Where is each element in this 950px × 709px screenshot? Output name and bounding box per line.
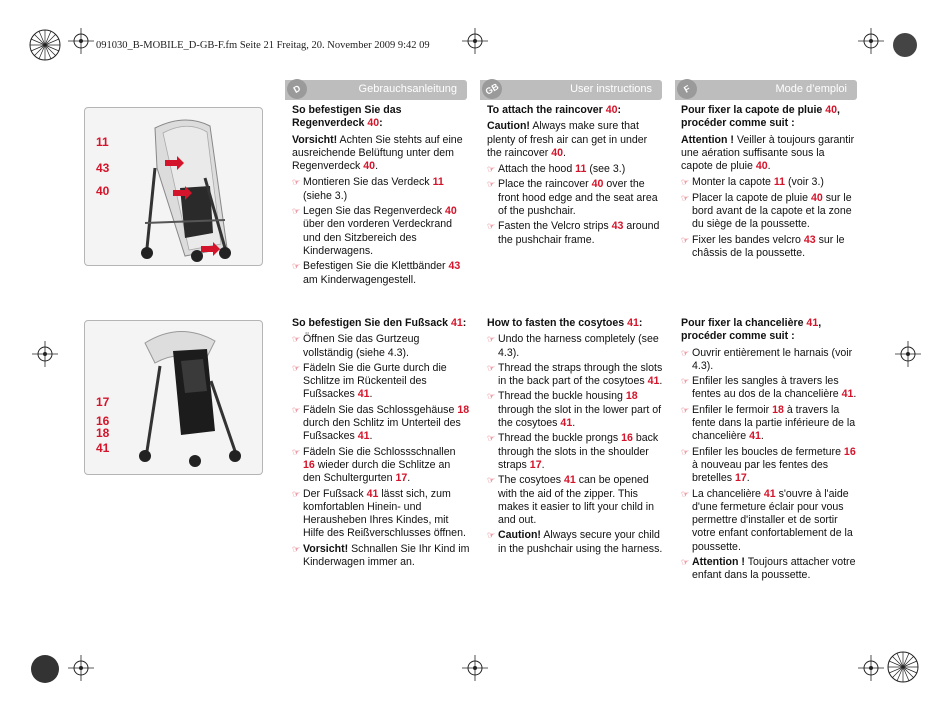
registration-mark-top-left [28, 28, 62, 62]
tab-title-fr: Mode d’emploi [775, 83, 847, 95]
de-step: ☞ Befestigen Sie die Klettbänder 43 am Kinderwagengestell. [292, 260, 468, 287]
file-slug: 091030_B-MOBILE_D-GB-F.fm Seite 21 Freitag, 20. November 2009 9:42 09 [96, 40, 430, 51]
lang-badge-de: D [283, 75, 310, 102]
gb-step: ☞ Undo the harness completely (see 4.3). [487, 333, 663, 360]
fr-step: ☞ Placer la capote de pluie 40 sur le bord avant de la capote et la zone du siège de la poussette. [681, 192, 857, 232]
gb-heading-cosytoes: How to fasten the cosytoes 41: [487, 317, 643, 329]
callout-11: 11 [96, 135, 109, 149]
fr-step: ☞ Attention ! Toujours attacher votre enfant dans la poussette. [681, 556, 857, 583]
crosshair-mid-right [895, 341, 921, 367]
crosshair-top-right [858, 28, 884, 54]
lang-badge-gb: GB [478, 75, 505, 102]
tab-title-gb: User instructions [570, 83, 652, 95]
crosshair-mid-left [32, 341, 58, 367]
figure-cosytoes [84, 320, 263, 475]
stroller-cosytoes-illustration [85, 321, 262, 474]
de-warning-raincover: Vorsicht! Achten Sie stehts auf eine ausreichende Belüftung unter dem Regenverdeck 40. [292, 133, 463, 173]
de-step: ☞ Fädeln Sie die Schlossschnallen 16 wieder durch die Schlitze an den Schultergurten 17. [292, 446, 470, 486]
callout-40: 40 [96, 184, 110, 198]
gb-warning-raincover: Caution! Always make sure that plenty of fresh air can get in under the raincover 40. [487, 120, 648, 159]
gb-step: ☞ Place the raincover 40 over the front hood edge and the seat area of the pushchair. [487, 178, 663, 218]
callout-41: 41 [96, 441, 110, 455]
callout-18: 18 [96, 426, 110, 440]
fr-step: ☞ Enfiler le fermoir 18 à travers la fente dans la partie inférieure de la chancelière 41. [681, 404, 857, 444]
de-section-cosytoes [292, 317, 470, 571]
figure-raincover [84, 107, 263, 266]
callout-17: 17 [96, 395, 110, 409]
gb-heading-raincover: To attach the raincover 40: [487, 104, 622, 116]
fr-section-raincover [681, 104, 857, 262]
tab-fr [675, 80, 857, 100]
de-step: ☞ Öffnen Sie das Gurtzeug vollständig (siehe 4.3). [292, 333, 470, 360]
de-step: ☞ Vorsicht! Schnallen Sie Ihr Kind im Kinderwagen immer an. [292, 543, 470, 570]
de-heading-raincover: So befestigen Sie das Regenverdeck 40: [292, 104, 402, 130]
tab-title-de: Gebrauchsanleitung [358, 83, 457, 95]
gb-step: ☞ Thread the buckle housing 18 through the slot in the lower part of the cosytoes 41. [487, 390, 663, 430]
de-step: ☞ Legen Sie das Regenverdeck 40 über den vorderen Verdeckrand und den Sitzbereich des Kinderwagens. [292, 205, 468, 258]
gb-step: ☞ Caution! Always secure your child in the pushchair using the harness. [487, 529, 663, 556]
de-section-raincover [292, 104, 468, 289]
crosshair-top-center [462, 28, 488, 54]
gb-step: ☞ Thread the straps through the slots in the back part of the cosytoes 41. [487, 362, 663, 389]
gb-step: ☞ Fasten the Velcro strips 43 around the pushchair frame. [487, 220, 663, 247]
gb-step: ☞ Thread the buckle prongs 16 back through the slots in the shoulder straps 17. [487, 432, 663, 472]
fr-warning-raincover: Attention ! Veiller à toujours garantir une aération suffisante sous la capote de pluie 40. [681, 133, 855, 173]
registration-mark-top-right [890, 30, 920, 60]
registration-mark-bottom-right [886, 650, 920, 684]
fr-section-cosytoes [681, 317, 857, 585]
fr-heading-cosytoes: Pour fixer la chancelière 41, procéder comme suit : [681, 317, 822, 343]
gb-step: ☞ The cosytoes 41 can be opened with the aid of the zipper. This makes it easier to lift your child in and out. [487, 474, 663, 527]
fr-heading-raincover: Pour fixer la capote de pluie 40, procéder comme suit : [681, 104, 840, 130]
fr-step: ☞ Enfiler les boucles de fermeture 16 à nouveau par les fentes des bretelles 17. [681, 446, 857, 486]
fr-step: ☞ Fixer les bandes velcro 43 sur le châssis de la poussette. [681, 234, 857, 261]
de-step: ☞ Fädeln Sie die Gurte durch die Schlitze im Rückenteil des Fußsackes 41. [292, 362, 470, 402]
stroller-raincover-illustration [85, 108, 262, 265]
registration-mark-bottom-left [28, 652, 62, 686]
crosshair-bottom-left [68, 655, 94, 681]
gb-section-cosytoes [487, 317, 663, 558]
crosshair-top-left [68, 28, 94, 54]
de-step: ☞ Montieren Sie das Verdeck 11 (siehe 3.) [292, 176, 468, 203]
fr-step: ☞ Ouvrir entièrement le harnais (voir 4.3). [681, 347, 857, 374]
crosshair-bottom-right [858, 655, 884, 681]
tab-de [285, 80, 467, 100]
de-heading-cosytoes: So befestigen Sie den Fußsack 41: [292, 317, 467, 329]
de-step: ☞ Der Fußsack 41 lässt sich, zum komfortablen Hinein- und Herausheben Ihres Kindes, mit Hilfe des Reißverschlusses öffnen. [292, 488, 470, 541]
gb-step: ☞ Attach the hood 11 (see 3.) [487, 163, 663, 176]
fr-step: ☞ La chancelière 41 s'ouvre à l'aide d'une fermeture éclair pour vous permettre d'installer et de sortir votre enfant confortablement de la poussette. [681, 488, 857, 554]
fr-step: ☞ Enfiler les sangles à travers les fentes au dos de la chancelière 41. [681, 375, 857, 402]
callout-16: 16 [96, 414, 110, 428]
crosshair-bottom-center [462, 655, 488, 681]
gb-section-raincover [487, 104, 663, 249]
tab-gb [480, 80, 662, 100]
lang-badge-fr: F [673, 75, 700, 102]
de-step: ☞ Fädeln Sie das Schlossgehäuse 18 durch den Schlitz im Unterteil des Fußsackes 41. [292, 404, 470, 444]
fr-step: ☞ Monter la capote 11 (voir 3.) [681, 176, 857, 189]
callout-43: 43 [96, 161, 110, 175]
